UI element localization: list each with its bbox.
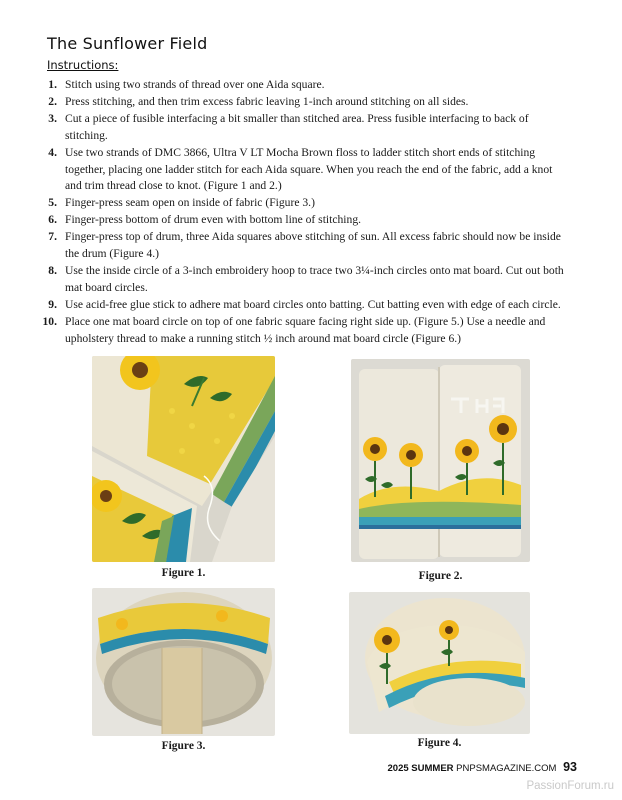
issue-label: 2025 SUMMER [387,763,454,774]
step-text: Use the inside circle of a 3-inch embroidery hoop to trace two 3¼-inch circles onto mat board. Cut out both mat board circles. [65,263,564,294]
step-text: Finger-press top of drum, three Aida squares above stitching of sun. All excess fabric should now be inside the drum (Figure 4.) [65,230,561,261]
step-text: Press stitching, and then trim excess fabric leaving 1-inch around stitching on all sides. [65,94,469,108]
watermark: PassionForum.ru [526,780,614,792]
instruction-list [30,77,570,348]
instructions-heading: Instructions: [47,58,119,72]
step-number: 3. [48,111,57,125]
step-text: Cut a piece of fusible interfacing a bit smaller than stitched area. Press fusible interfacing to back of stitching. [65,111,529,142]
step-text: Place one mat board circle on top of one fabric square facing right side up. (Figure 5.) Use a needle and upholstery thread to make a running stitch ½ inch around mat board circle (Figure 6.) [65,314,546,345]
step-number: 6. [48,213,57,227]
step-text: Use acid-free glue stick to adhere mat board circles onto batting. Cut batting even with edge of each circle. [65,297,561,311]
page-footer [388,760,577,774]
list-item [30,195,570,212]
step-number: 1. [48,78,57,91]
figure-1-photo [92,356,275,562]
figure-4-photo [349,592,530,734]
list-item [30,111,570,145]
list-item [30,263,570,297]
step-text: Use two strands of DMC 3866, Ultra V LT Mocha Brown floss to ladder stitch short ends of stitching together, placing one ladder stitch for each Aida square. When you reach the end of the fabric, add a knot and trim thread close to knot. (Figure 1 and 2.) [65,145,553,193]
figure-3-illustration [92,588,275,736]
step-text: Stitch using two strands of thread over one Aida square. [65,78,325,91]
figure-2-caption: Figure 2. [418,570,463,582]
figure-3-caption: Figure 3. [161,740,206,752]
step-text: Finger-press bottom of drum even with bottom line of stitching. [65,213,362,227]
figure-1-caption: Figure 1. [161,567,206,579]
figure-2-illustration [351,359,530,562]
page-title: The Sunflower Field [47,34,208,53]
step-text: Finger-press seam open on inside of fabric (Figure 3.) [65,196,315,210]
list-item [30,212,570,229]
step-number: 8. [48,263,57,277]
figure-4-illustration [349,592,530,734]
figure-3-photo [92,588,275,736]
step-number: 4. [48,145,57,159]
list-item [30,229,570,263]
step-number: 5. [48,196,57,210]
step-number: 9. [48,297,57,311]
figure-1-illustration [92,356,275,562]
figure-2-photo [351,359,530,562]
list-item [30,94,570,111]
site-label: PNPSMAGAZINE.COM [456,763,557,774]
list-item [30,297,570,314]
list-item [30,314,570,348]
step-number: 7. [48,230,57,244]
page-number: 93 [563,760,577,774]
list-item [30,145,570,196]
step-number: 2. [48,94,57,108]
list-item [30,77,570,94]
figure-4-caption: Figure 4. [417,737,462,749]
step-number: 10. [42,314,57,328]
